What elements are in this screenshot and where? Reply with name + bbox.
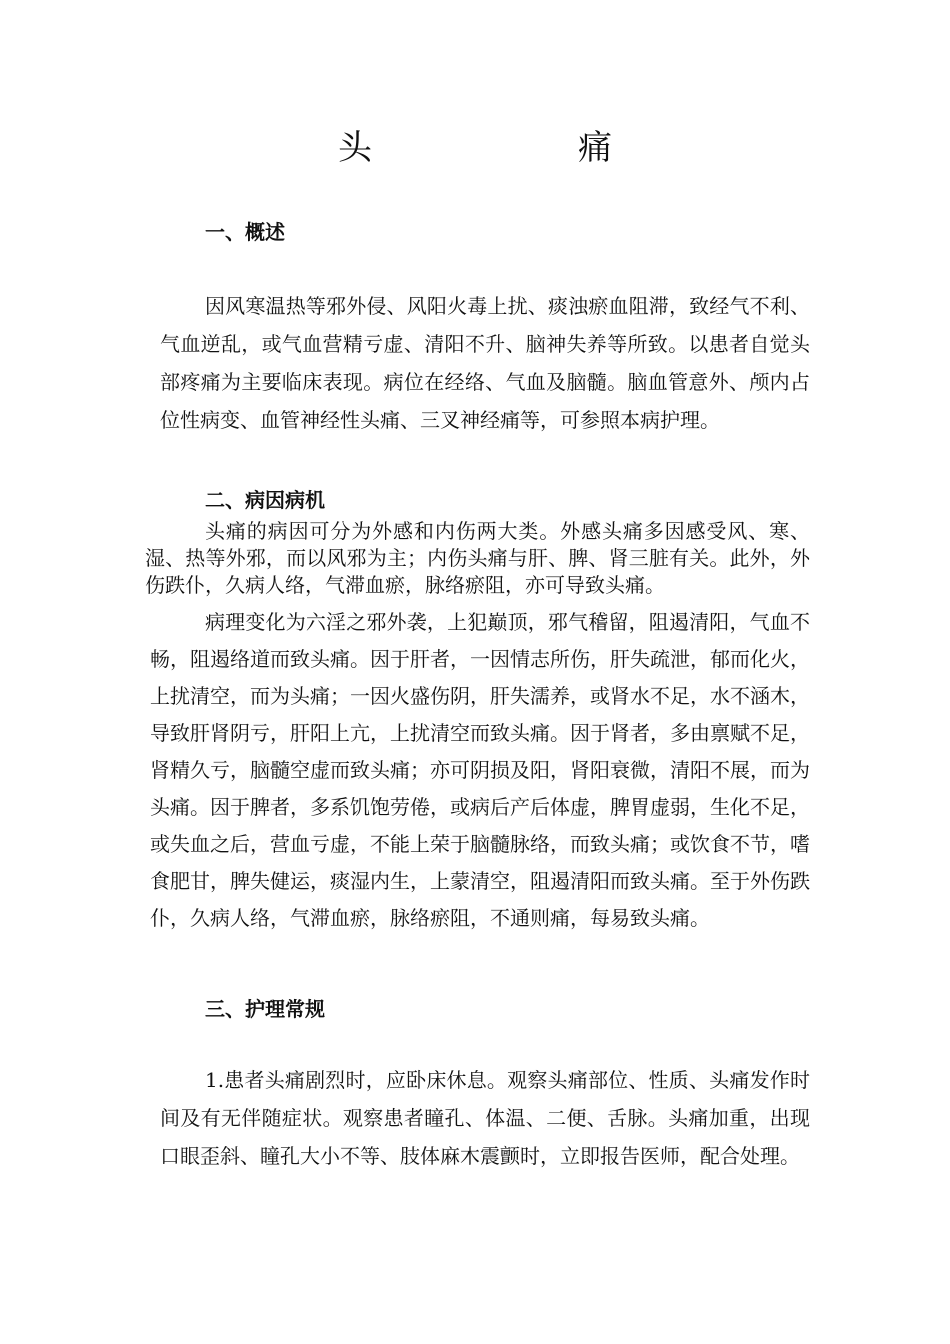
overview-paragraph: 因风寒温热等邪外侵、风阳火毒上扰、痰浊瘀血阻滞，致经气不利、气血逆乱，或气血营精亏虚、清阳不升、脑神失养等所致。以患者自觉头部疼痛为主要临床表现。病位在经络、气血及脑髓。脑血管意外、颅内占位性病变、血管神经性头痛、三叉神经痛等，可参照本病护理。 [160,294,810,432]
section-heading-overview: 一、概述 [205,220,285,244]
section-heading-care: 三、护理常规 [205,997,325,1021]
etiology-paragraph-2: 病理变化为六淫之邪外袭，上犯巅顶，邪气稽留，阻遏清阳，气血不畅，阻遏络道而致头痛。因于肝者，一因情志所伤，肝失疏泄，郁而化火，上扰清空，而为头痛；一因火盛伤阴，肝失濡养，或肾水不足，水不涵木，导致肝肾阴亏，肝阳上亢，上扰清空而致头痛。因于肾者，多由禀赋不足，肾精久亏，脑髓空虚而致头痛；亦可阴损及阳，肾阳衰微，清阳不展，而为头痛。因于脾者，多系饥饱劳倦，或病后产后体虚，脾胃虚弱，生化不足，或失血之后，营血亏虚，不能上荣于脑髓脉络，而致头痛；或饮食不节，嗜食肥甘，脾失健运，痰湿内生，上蒙清空，阻遏清阳而致头痛。至于外伤跌仆，久病人络，气滞血瘀，脉络瘀阻，不通则痛，每易致头痛。 [150,610,810,930]
section-heading-etiology: 二、病因病机 [205,488,325,512]
etiology-paragraph-1: 头痛的病因可分为外感和内伤两大类。外感头痛多因感受风、寒、湿、热等外邪，而以风邪为主；内伤头痛与肝、脾、肾三脏有关。此外，外伤跌仆，久病人络，气滞血瘀，脉络瘀阻，亦可导致头痛。 [145,519,810,597]
care-item-1: 1.患者头痛剧烈时，应卧床休息。观察头痛部位、性质、头痛发作时间及有无伴随症状。观察患者瞳孔、体温、二便、舌脉。头痛加重，出现口眼歪斜、瞳孔大小不等、肢体麻木震颤时，立即报告医师，配合处理。 [160,1068,810,1168]
document-title: 头 痛 [338,128,698,168]
